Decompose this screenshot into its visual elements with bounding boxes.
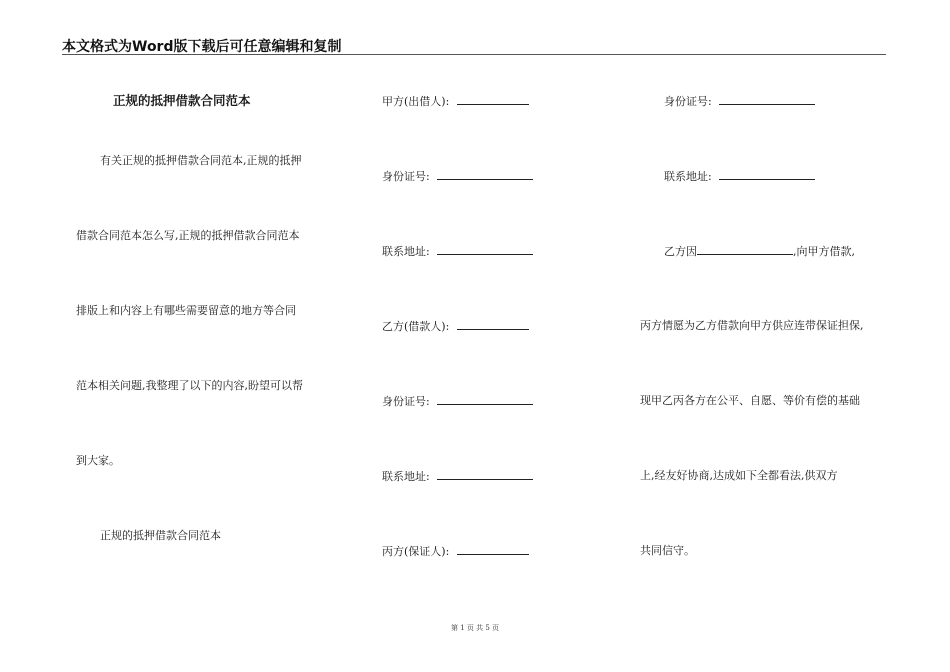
- lender-id-field: [382, 169, 533, 184]
- borrow-reason-blank: [697, 244, 793, 255]
- contract-title: 正规的抵押借款合同范本: [113, 93, 251, 108]
- borrower-id-field: [382, 394, 533, 409]
- lender-label: 甲方(出借人):: [382, 95, 450, 108]
- borrower-id-label: 身份证号:: [382, 395, 430, 408]
- borrower-blank: [457, 319, 529, 330]
- lender-address-field: [382, 244, 533, 259]
- lender-id-blank: [437, 169, 533, 180]
- borrow-reason-suffix: ,向甲方借款,: [793, 245, 855, 258]
- intro-line-4: 范本相关问题,我整理了以下的内容,盼望可以帮: [76, 379, 303, 392]
- guarantor-id-field: [664, 94, 815, 109]
- guarantor-field: [382, 544, 529, 559]
- body-line-3: 上,经友好协商,达成如下全都看法,供双方: [640, 469, 838, 482]
- header-rule: [62, 54, 886, 55]
- borrower-address-blank: [437, 469, 533, 480]
- lender-address-blank: [437, 244, 533, 255]
- intro-line-2: 借款合同范本怎么写,正规的抵押借款合同范本: [76, 229, 300, 242]
- body-line-4: 共同信守。: [640, 544, 695, 557]
- body-line-2: 现甲乙丙各方在公平、自愿、等价有偿的基础: [640, 394, 860, 407]
- borrower-address-label: 联系地址:: [382, 470, 430, 483]
- contract-subtitle: 正规的抵押借款合同范本: [100, 529, 221, 542]
- guarantor-label: 丙方(保证人):: [382, 545, 450, 558]
- lender-blank: [457, 94, 529, 105]
- borrower-id-blank: [437, 394, 533, 405]
- intro-line-5: 到大家。: [76, 454, 120, 467]
- borrow-reason-line: [664, 244, 855, 259]
- body-line-1: 丙方情愿为乙方借款向甲方供应连带保证担保,: [640, 319, 864, 332]
- lender-id-label: 身份证号:: [382, 170, 430, 183]
- borrower-label: 乙方(借款人):: [382, 320, 450, 333]
- guarantor-address-field: [664, 169, 815, 184]
- borrow-reason-prefix: 乙方因: [664, 245, 697, 258]
- intro-line-3: 排版上和内容上有哪些需要留意的地方等合同: [76, 304, 296, 317]
- intro-line-1: 有关正规的抵押借款合同范本,正规的抵押: [100, 154, 302, 167]
- lender-address-label: 联系地址:: [382, 245, 430, 258]
- document-header: 本文格式为Word版下载后可任意编辑和复制: [62, 39, 342, 55]
- guarantor-address-label: 联系地址:: [664, 170, 712, 183]
- page-number: 第 1 页 共 5 页: [450, 624, 500, 632]
- guarantor-id-blank: [719, 94, 815, 105]
- guarantor-blank: [457, 544, 529, 555]
- borrower-address-field: [382, 469, 533, 484]
- guarantor-id-label: 身份证号:: [664, 95, 712, 108]
- borrower-field: [382, 319, 529, 334]
- guarantor-address-blank: [719, 169, 815, 180]
- lender-field: [382, 94, 529, 109]
